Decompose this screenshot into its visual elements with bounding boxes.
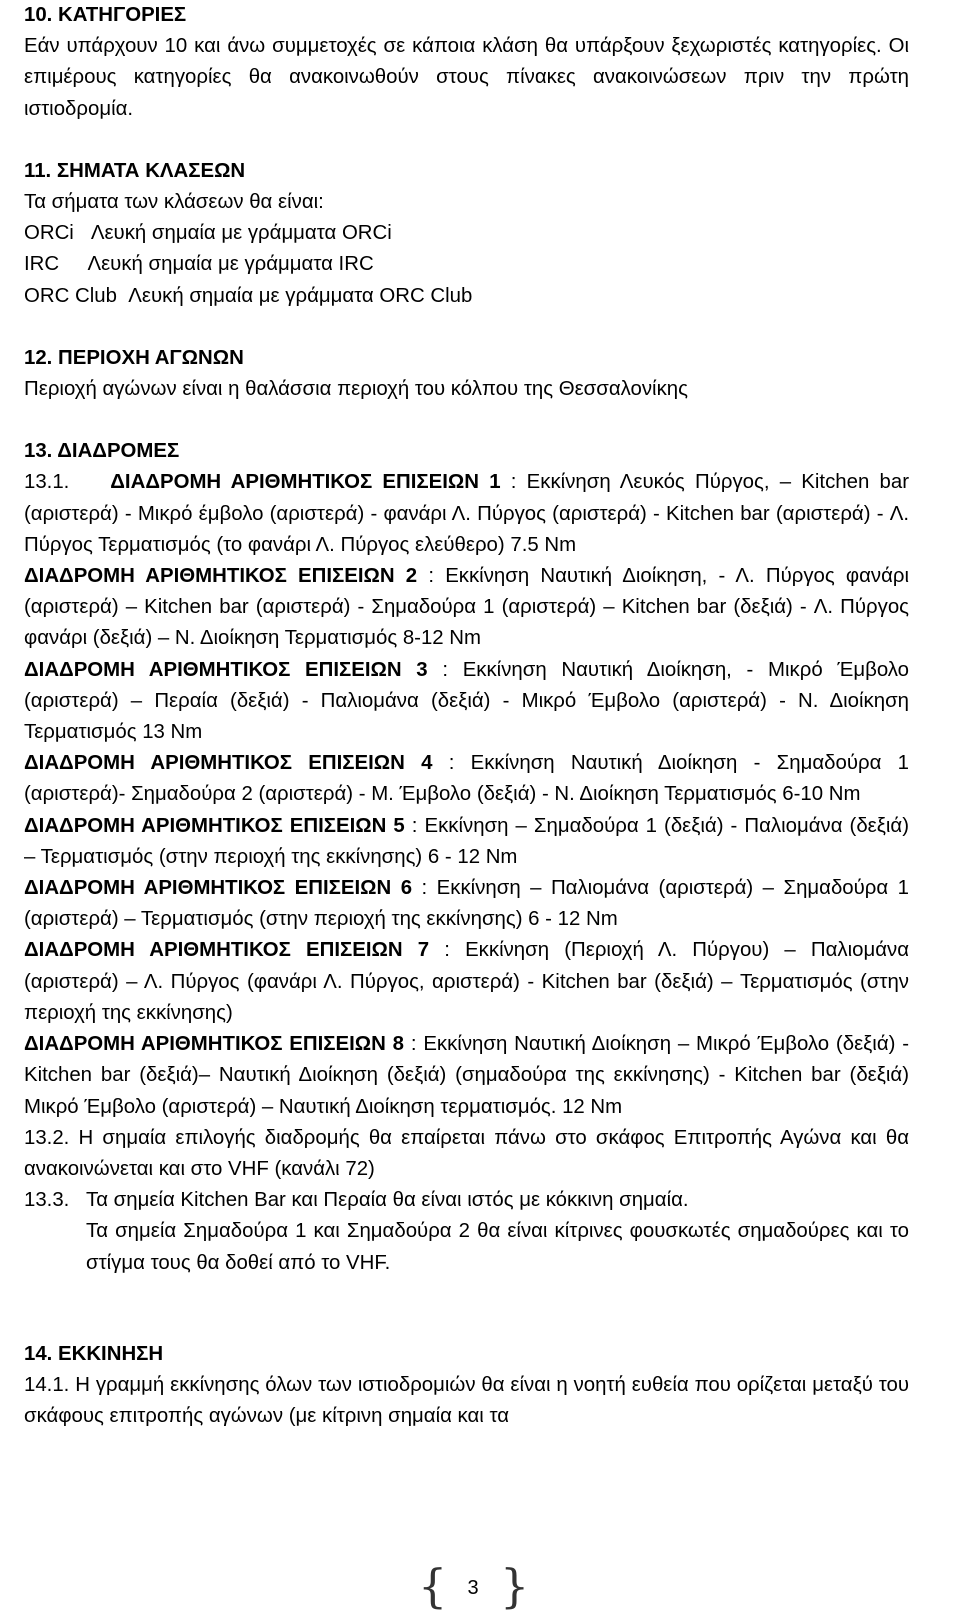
route-description: : Εκκίνηση Ναυτική Διοίκηση - Σημαδούρα 1 (αριστερά)- Σημαδούρα 2 (αριστερά) - Μ. Έμβολο (δεξιά) - Ν. Διοίκηση Τερματισμός 6-10 Nm bbox=[24, 752, 909, 806]
section-12-text: Περιοχή αγώνων είναι η θαλάσσια περιοχή του κόλπου της Θεσσαλονίκης bbox=[24, 378, 688, 401]
document-page bbox=[24, 0, 909, 1432]
page-footer bbox=[0, 1559, 960, 1614]
route-label: ΔΙΑΔΡΟΜΗ ΑΡΙΘΜΗΤΙΚΟΣ ΕΠΙΣΕΙΩΝ 2 bbox=[24, 565, 418, 588]
subsection-13-3-number: 13.3. bbox=[24, 1189, 70, 1212]
section-11-intro: Τα σήματα των κλάσεων θα είναι: bbox=[24, 191, 324, 214]
section-13-title: 13. ΔΙΑΔΡΟΜΕΣ bbox=[24, 440, 180, 463]
section-14-title: 14. ΕΚΚΙΝΗΣΗ bbox=[24, 1342, 164, 1365]
class-row-orci bbox=[24, 218, 909, 249]
route-label: ΔΙΑΔΡΟΜΗ ΑΡΙΘΜΗΤΙΚΟΣ ΕΠΙΣΕΙΩΝ 8 bbox=[24, 1033, 405, 1056]
section-10-title: 10. ΚΑΤΗΓΟΡΙΕΣ bbox=[24, 4, 187, 26]
route-description: : Εκκίνηση (Περιοχή Λ. Πύργου) – Παλιομάνα (αριστερά) – Λ. Πύργος (φανάρι Λ. Πύργος, αριστερά) - Kitchen bar (δεξιά) – Τερματισμός (στην περιοχή της εκκίνησης) bbox=[24, 939, 909, 1024]
class-flag: Λευκή σημαία με γράμματα ORC Club bbox=[128, 284, 473, 307]
route-label: ΔΙΑΔΡΟΜΗ ΑΡΙΘΜΗΤΙΚΟΣ ΕΠΙΣΕΙΩΝ 1 bbox=[110, 471, 501, 494]
section-10-text: Εάν υπάρχουν 10 και άνω συμμετοχές σε κάποια κλάση θα υπάρξουν ξεχωριστές κατηγορίες. Οι επιμέρους κατηγορίες θα ανακοινωθούν στους πίνακες ανακοινώσεων πριν την πρώτη ιστιοδρομία. bbox=[24, 35, 909, 120]
section-12-title: 12. ΠΕΡΙΟΧΗ ΑΓΩΝΩΝ bbox=[24, 346, 244, 369]
class-name: IRC bbox=[24, 253, 60, 276]
route-label: ΔΙΑΔΡΟΜΗ ΑΡΙΘΜΗΤΙΚΟΣ ΕΠΙΣΕΙΩΝ 6 bbox=[24, 877, 413, 900]
route-label: ΔΙΑΔΡΟΜΗ ΑΡΙΘΜΗΤΙΚΟΣ ΕΠΙΣΕΙΩΝ 5 bbox=[24, 814, 405, 837]
class-row-orc-club bbox=[24, 281, 909, 312]
route-label: ΔΙΑΔΡΟΜΗ ΑΡΙΘΜΗΤΙΚΟΣ ΕΠΙΣΕΙΩΝ 3 bbox=[24, 658, 428, 681]
subsection-13-3-text-b: Τα σημεία Σημαδούρα 1 και Σημαδούρα 2 θα είναι κίτρινες φουσκωτές σημαδούρες και το στίγμα τους θα δοθεί από το VHF. bbox=[86, 1220, 909, 1274]
subsection-13-2 bbox=[24, 1123, 909, 1185]
class-name: ORC Club bbox=[24, 284, 117, 307]
route-4 bbox=[24, 748, 909, 810]
subsection-14-1-number: 14.1. bbox=[24, 1373, 70, 1396]
section-11-title: 11. ΣΗΜΑΤΑ ΚΛΑΣΕΩΝ bbox=[24, 159, 246, 182]
route-description: : Εκκίνηση Ναυτική Διοίκηση, - Μικρό Έμβολο (αριστερά) – Περαία (δεξιά) - Παλιομάνα (δεξιά) - Μικρό Έμβολο (αριστερά) - Ν. Διοίκηση Τερματισμός 13 Nm bbox=[24, 658, 909, 744]
route-1 bbox=[24, 467, 909, 561]
subsection-13-2-text: Η σημαία επιλογής διαδρομής θα επαίρεται πάνω στο σκάφος Επιτροπής Αγώνα και θα ανακοινώνεται και στο VHF (κανάλι 72) bbox=[24, 1126, 909, 1180]
route-8 bbox=[24, 1029, 909, 1123]
page-number: 3 bbox=[467, 1577, 479, 1599]
route-description: : Εκκίνηση – Παλιομάνα (αριστερά) – Σημαδούρα 1 (αριστερά) – Τερματισμός (στην περιοχή της εκκίνησης) 6 - 12 Nm bbox=[24, 877, 909, 931]
route-7 bbox=[24, 935, 909, 1029]
route-label: ΔΙΑΔΡΟΜΗ ΑΡΙΘΜΗΤΙΚΟΣ ΕΠΙΣΕΙΩΝ 4 bbox=[24, 752, 433, 775]
subsection-13-2-number: 13.2. bbox=[24, 1126, 70, 1149]
route-description: : Εκκίνηση Ναυτική Διοίκηση – Μικρό Έμβολο (δεξιά) - Kitchen bar (δεξιά)– Ναυτική Διοίκηση (δεξιά) (σημαδούρα της εκκίνησης) - Kitchen bar (δεξιά) Μικρό Έμβολο (αριστερά) – Ναυτική Διοίκηση τερματισμός. 12 Nm bbox=[24, 1033, 910, 1118]
class-name: ORCi bbox=[24, 222, 74, 245]
route-label: ΔΙΑΔΡΟΜΗ ΑΡΙΘΜΗΤΙΚΟΣ ΕΠΙΣΕΙΩΝ 7 bbox=[24, 939, 430, 962]
route-description: : Εκκίνηση – Σημαδούρα 1 (δεξιά) - Παλιομάνα (δεξιά) – Τερματισμός (στην περιοχή της εκκίνησης) 6 - 12 Nm bbox=[24, 814, 909, 868]
class-row-irc bbox=[24, 249, 909, 280]
route-3 bbox=[24, 655, 909, 749]
right-brace-decoration: } bbox=[500, 1559, 530, 1613]
subsection-13-3-text-a: Τα σημεία Kitchen Bar και Περαία θα είναι ιστός με κόκκινη σημαία. bbox=[86, 1189, 689, 1212]
subsection-14-1 bbox=[24, 1370, 909, 1432]
subsection-13-1-number: 13.1. bbox=[24, 471, 70, 494]
route-5 bbox=[24, 811, 909, 873]
left-brace-decoration: { bbox=[418, 1559, 448, 1613]
class-flag: Λευκή σημαία με γράμματα IRC bbox=[87, 253, 374, 276]
subsection-14-1-text: Η γραμμή εκκίνησης όλων των ιστιοδρομιών θα είναι η νοητή ευθεία που ορίζεται μεταξύ του σκάφους επιτροπής αγώνων (με κίτρινη σημαία και τα bbox=[24, 1373, 909, 1428]
route-6 bbox=[24, 873, 909, 935]
subsection-13-3 bbox=[24, 1185, 909, 1216]
route-description: : Εκκίνηση Λευκός Πύργος, – Kitchen bar (αριστερά) - Μικρό έμβολο (αριστερά) - φανάρι Λ. Πύργος (αριστερά) - Kitchen bar (αριστερά) - Λ. Πύργος Τερματισμός (το φανάρι Λ. Πύργος ελεύθερο) 7.5 Nm bbox=[24, 471, 909, 556]
route-2 bbox=[24, 561, 909, 655]
route-description: : Εκκίνηση Ναυτική Διοίκηση, - Λ. Πύργος φανάρι (αριστερά) – Kitchen bar (αριστερά) - Σημαδούρα 1 (αριστερά) – Kitchen bar (δεξιά) - Λ. Πύργος φανάρι (δεξιά) – Ν. Διοίκηση Τερματισμός 8-12 Nm bbox=[24, 565, 910, 650]
class-flag: Λευκή σημαία με γράμματα ORCi bbox=[90, 222, 392, 245]
